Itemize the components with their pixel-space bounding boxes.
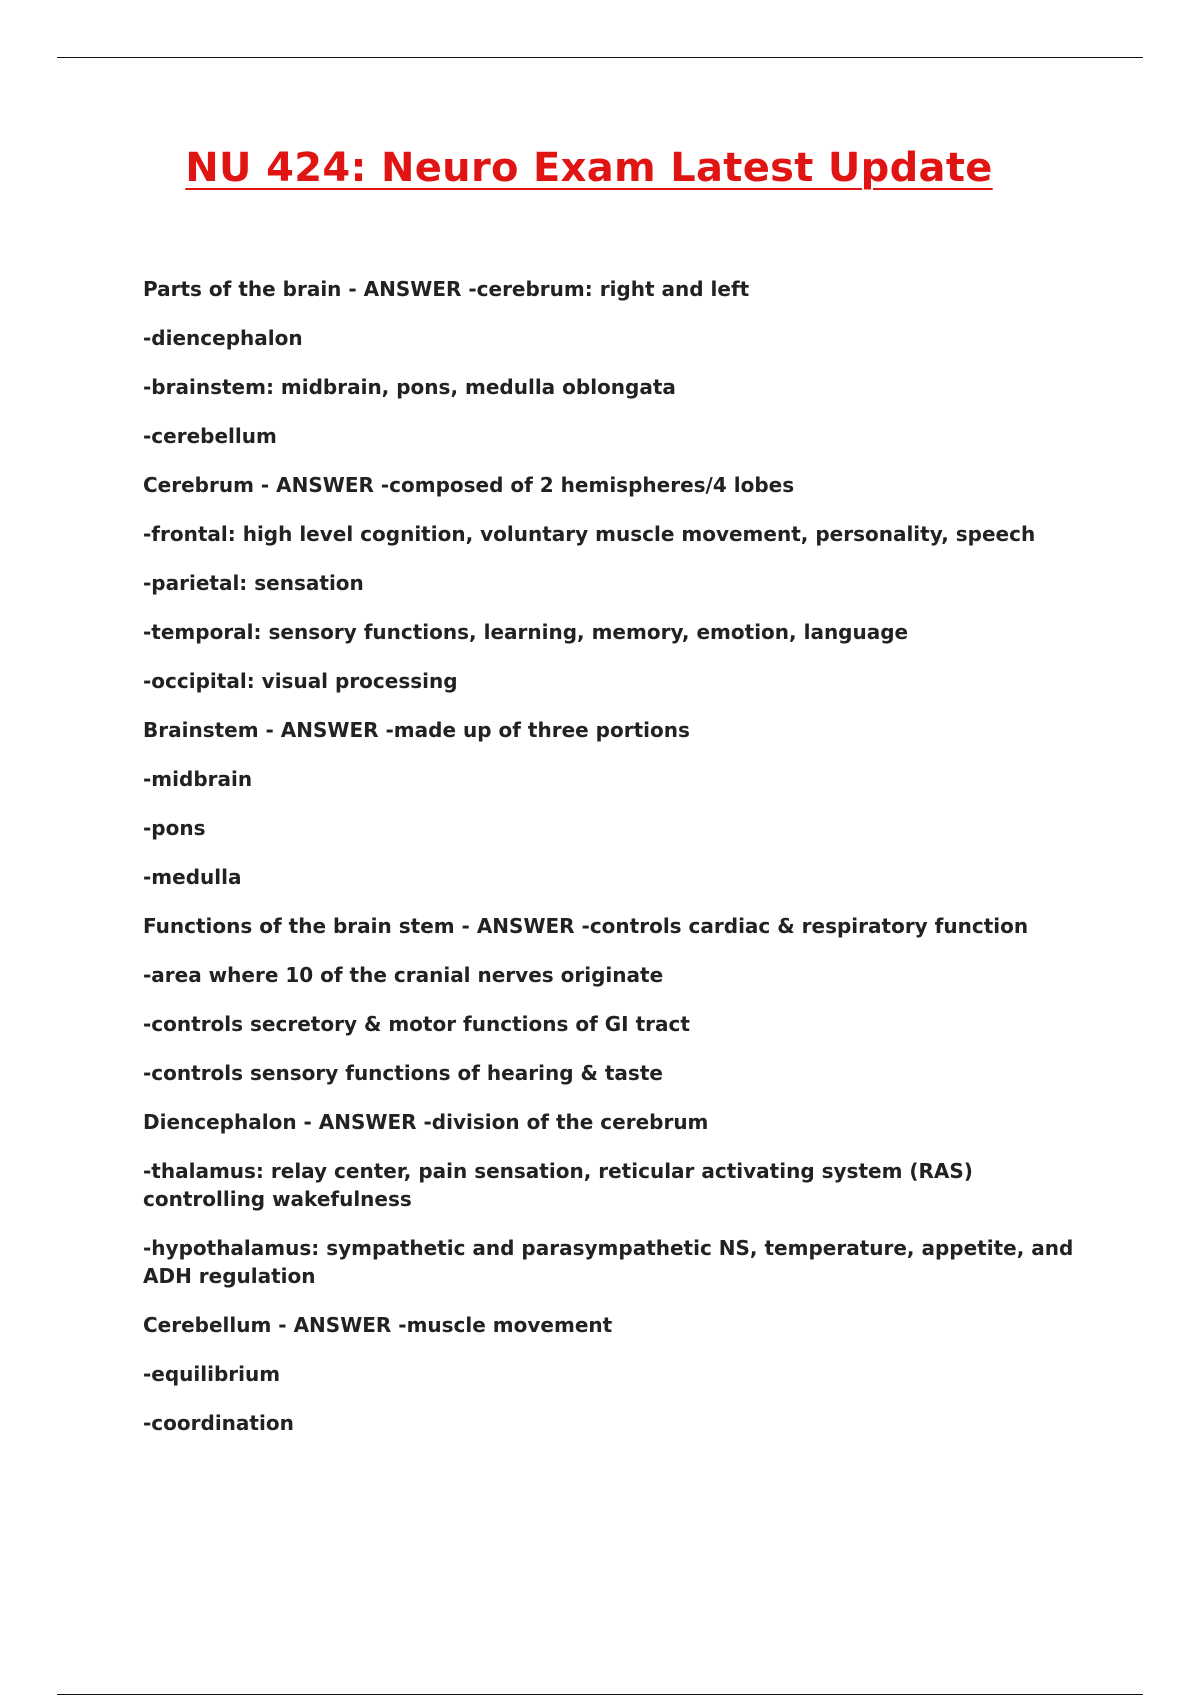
text-line: -parietal: sensation: [143, 571, 364, 595]
text-line: -brainstem: midbrain, pons, medulla oblongata: [143, 375, 676, 399]
text-line: -thalamus: relay center, pain sensation, reticular activating system (RAS) controlling wakefulness: [143, 1159, 980, 1211]
text-line: Parts of the brain - ANSWER -cerebrum: right and left: [143, 277, 750, 301]
text-line: -controls sensory functions of hearing & taste: [143, 1061, 663, 1085]
text-line: -occipital: visual processing: [143, 669, 458, 693]
top-rule: [57, 57, 1143, 58]
text-line: Cerebellum - ANSWER -muscle movement: [143, 1313, 613, 1337]
title-container: [0, 145, 1200, 191]
bottom-rule: [57, 1694, 1143, 1695]
text-line: -midbrain: [143, 767, 253, 791]
text-line: -frontal: high level cognition, voluntary muscle movement, personality, speech: [143, 522, 1036, 546]
text-line: Brainstem - ANSWER -made up of three portions: [143, 718, 690, 742]
document-title: NU 424: Neuro Exam Latest Update: [185, 145, 993, 191]
text-line: Diencephalon - ANSWER -division of the cerebrum: [143, 1110, 709, 1134]
text-line: -controls secretory & motor functions of GI tract: [143, 1012, 690, 1036]
text-line: -temporal: sensory functions, learning, memory, emotion, language: [143, 620, 909, 644]
text-line: -hypothalamus: sympathetic and parasympathetic NS, temperature, appetite, and ADH regulation: [143, 1236, 1081, 1288]
text-line: -pons: [143, 816, 206, 840]
text-line: -coordination: [143, 1411, 294, 1435]
text-line: -area where 10 of the cranial nerves originate: [143, 963, 664, 987]
document-body: [143, 275, 1083, 1458]
text-line: -medulla: [143, 865, 242, 889]
text-line: -equilibrium: [143, 1362, 281, 1386]
text-line: Functions of the brain stem - ANSWER -controls cardiac & respiratory function: [143, 914, 1029, 938]
text-line: -cerebellum: [143, 424, 277, 448]
text-line: Cerebrum - ANSWER -composed of 2 hemispheres/4 lobes: [143, 473, 795, 497]
text-line: -diencephalon: [143, 326, 303, 350]
